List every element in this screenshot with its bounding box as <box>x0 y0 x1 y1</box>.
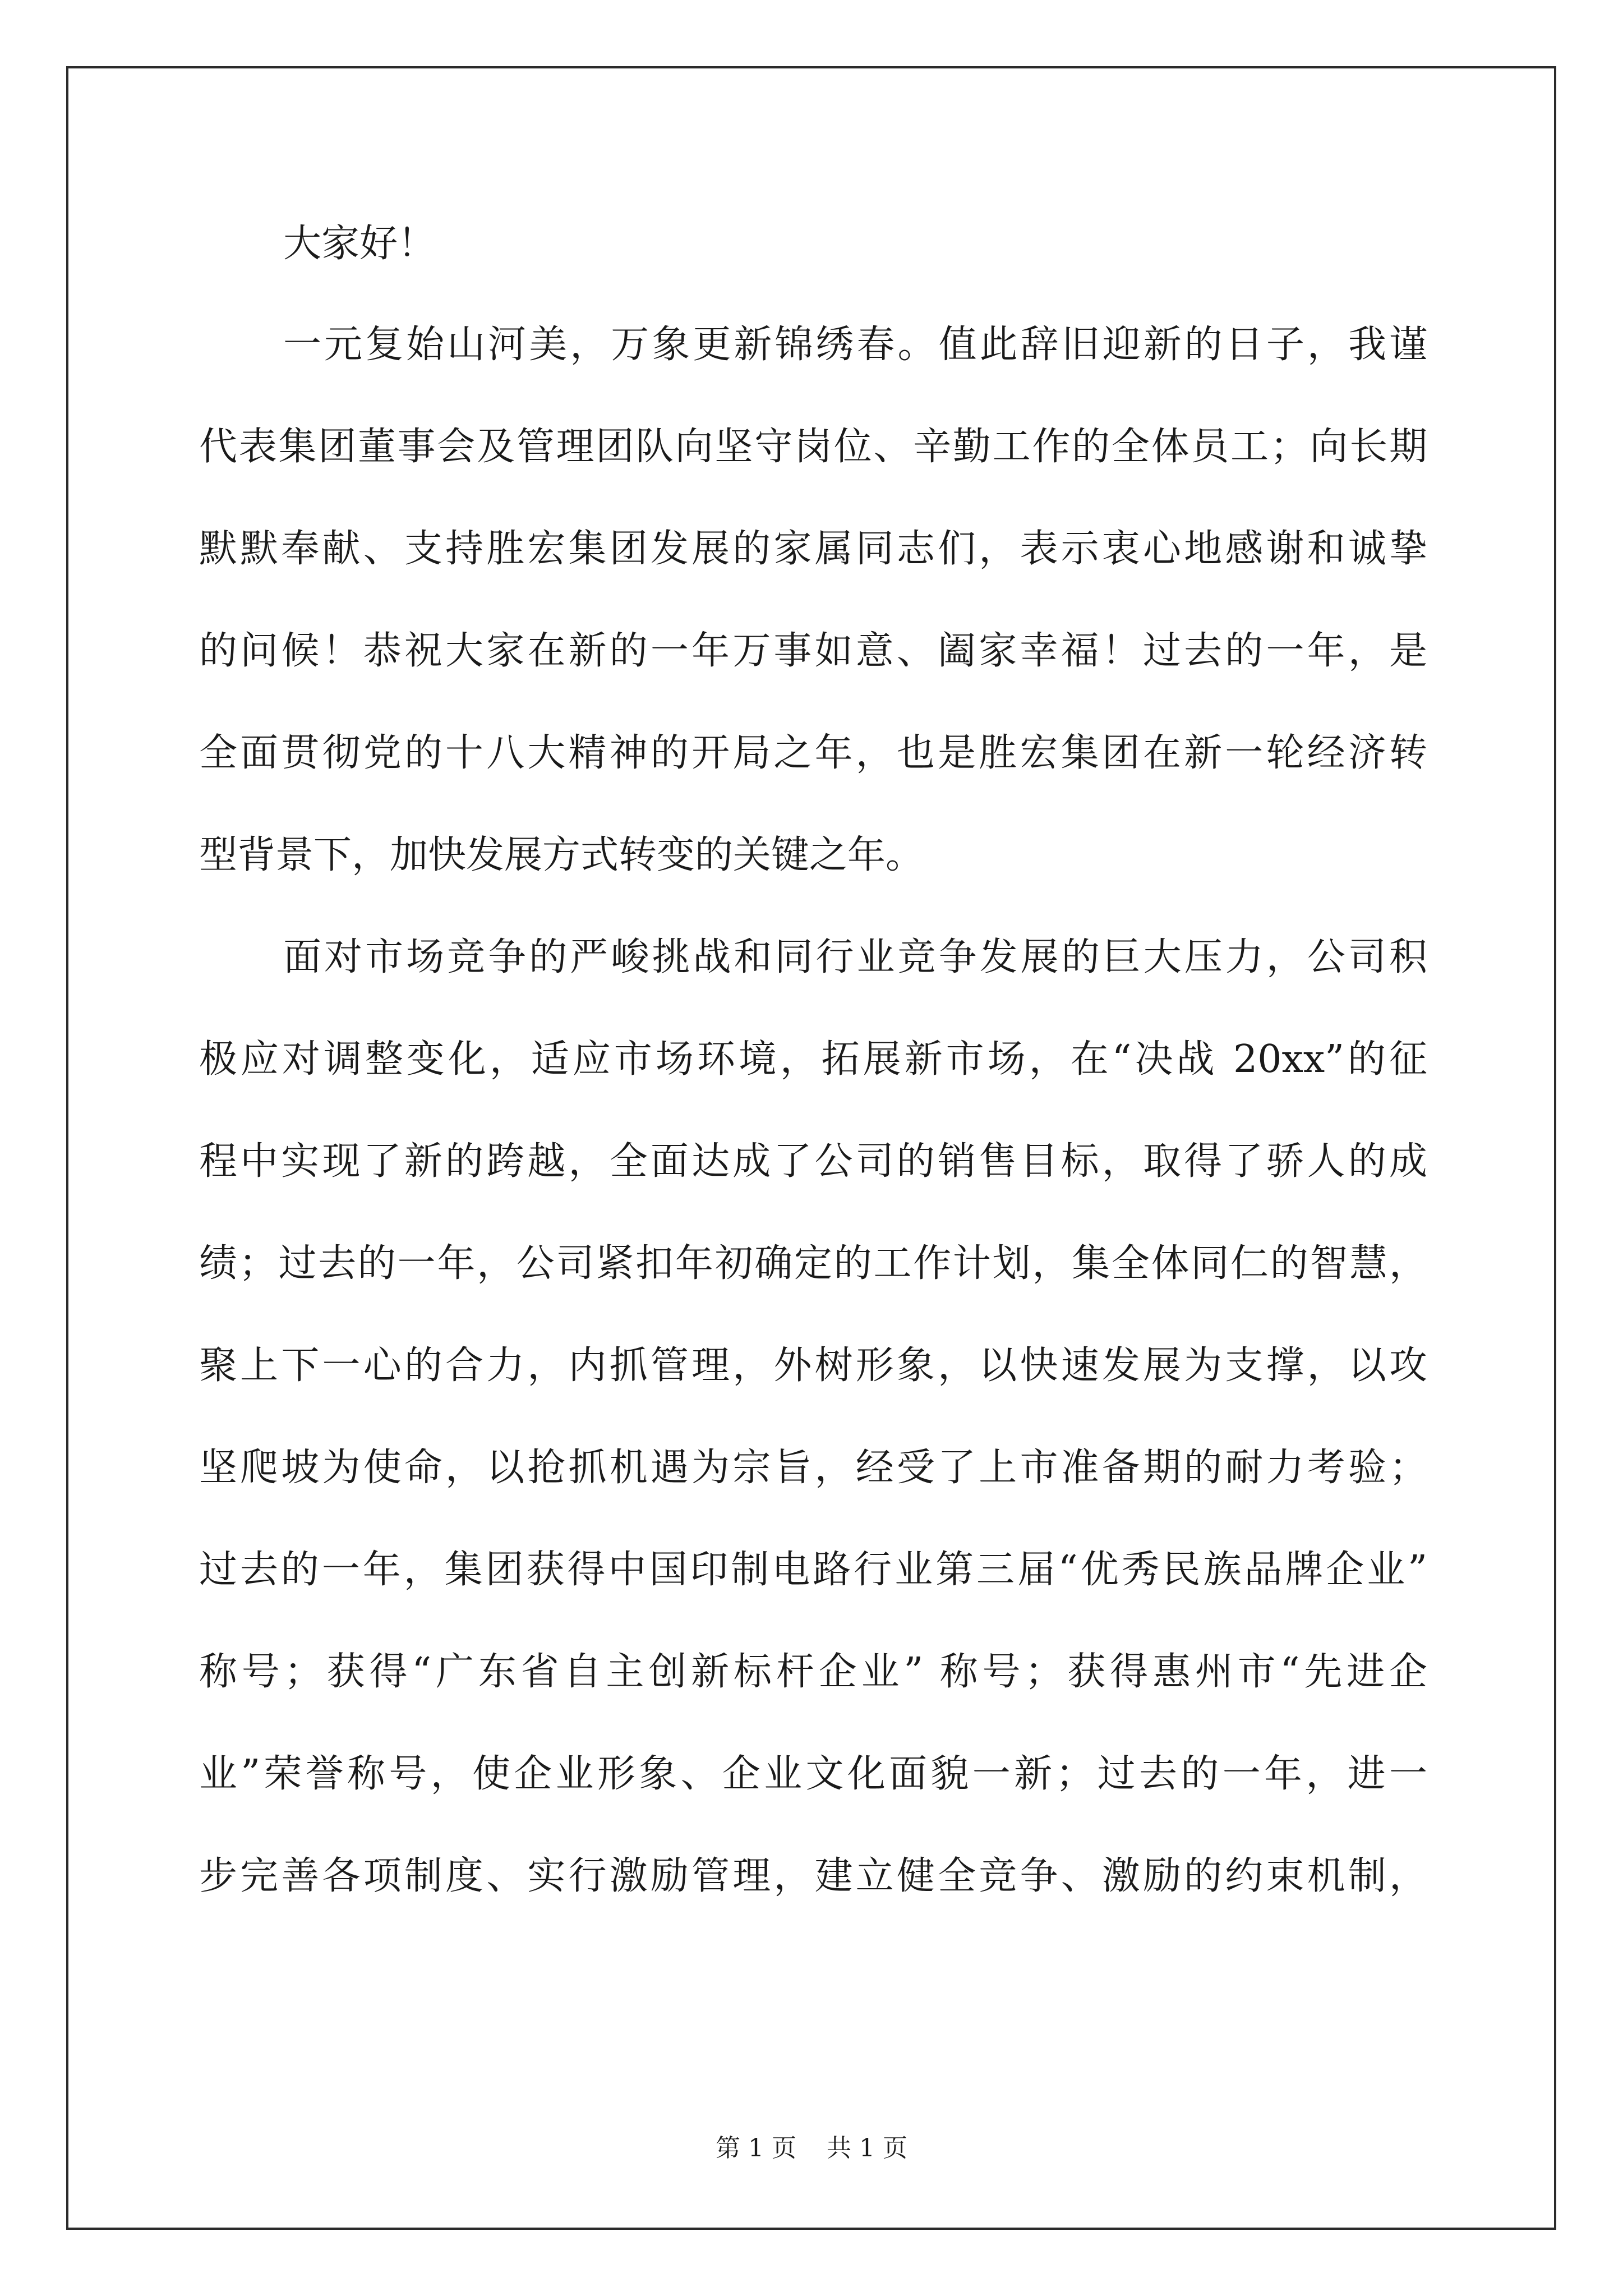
paragraph-line: 一元复始山河美，万象更新锦绣春。值此辞旧迎新的日子，我谨 <box>283 323 1427 367</box>
paragraph-line: 全面贯彻党的十八大精神的开局之年，也是胜宏集团在新一轮经济转 <box>199 731 1427 775</box>
paragraph-line: 代表集团董事会及管理团队向坚守岗位、辛勤工作的全体员工；向长期 <box>199 425 1427 469</box>
paragraph-line: 称号；获得“广东省自主创新标杆企业” 称号；获得惠州市“先进企 <box>199 1650 1427 1694</box>
page-number-current: 第 1 页 <box>716 2134 796 2162</box>
paragraph-line: 型背景下，加快发展方式转变的关键之年。 <box>199 833 924 877</box>
paragraph-line: 面对市场竞争的严峻挑战和同行业竞争发展的巨大压力，公司积 <box>283 935 1427 979</box>
paragraph-line: 默默奉献、支持胜宏集团发展的家属同志们，表示衷心地感谢和诚挚 <box>199 527 1427 571</box>
paragraph-line: 绩；过去的一年，公司紧扣年初确定的工作计划，集全体同仁的智慧， <box>199 1241 1427 1286</box>
paragraph-line: 业”荣誉称号，使企业形象、企业文化面貌一新；过去的一年，进一 <box>199 1752 1427 1796</box>
page-footer <box>0 2132 1623 2165</box>
page-number-total: 共 1 页 <box>827 2134 907 2162</box>
paragraph-line: 步完善各项制度、实行激励管理，建立健全竞争、激励的约束机制， <box>199 1854 1427 1898</box>
paragraph-line: 聚上下一心的合力，内抓管理，外树形象，以快速发展为支撑，以攻 <box>199 1343 1427 1388</box>
paragraph-line: 过去的一年，集团获得中国印制电路行业第三届“优秀民族品牌企业” <box>199 1548 1427 1592</box>
paragraph-line: 的问候！恭祝大家在新的一年万事如意、阖家幸福！过去的一年，是 <box>199 629 1427 673</box>
paragraph-line: 坚爬坡为使命，以抢抓机遇为宗旨，经受了上市准备期的耐力考验； <box>199 1446 1427 1490</box>
paragraph-line: 程中实现了新的跨越，全面达成了公司的销售目标，取得了骄人的成 <box>199 1139 1427 1184</box>
paragraph-line: 极应对调整变化，适应市场环境，拓展新市场，在“决战 20xx”的征 <box>199 1037 1427 1082</box>
greeting: 大家好！ <box>283 222 436 266</box>
